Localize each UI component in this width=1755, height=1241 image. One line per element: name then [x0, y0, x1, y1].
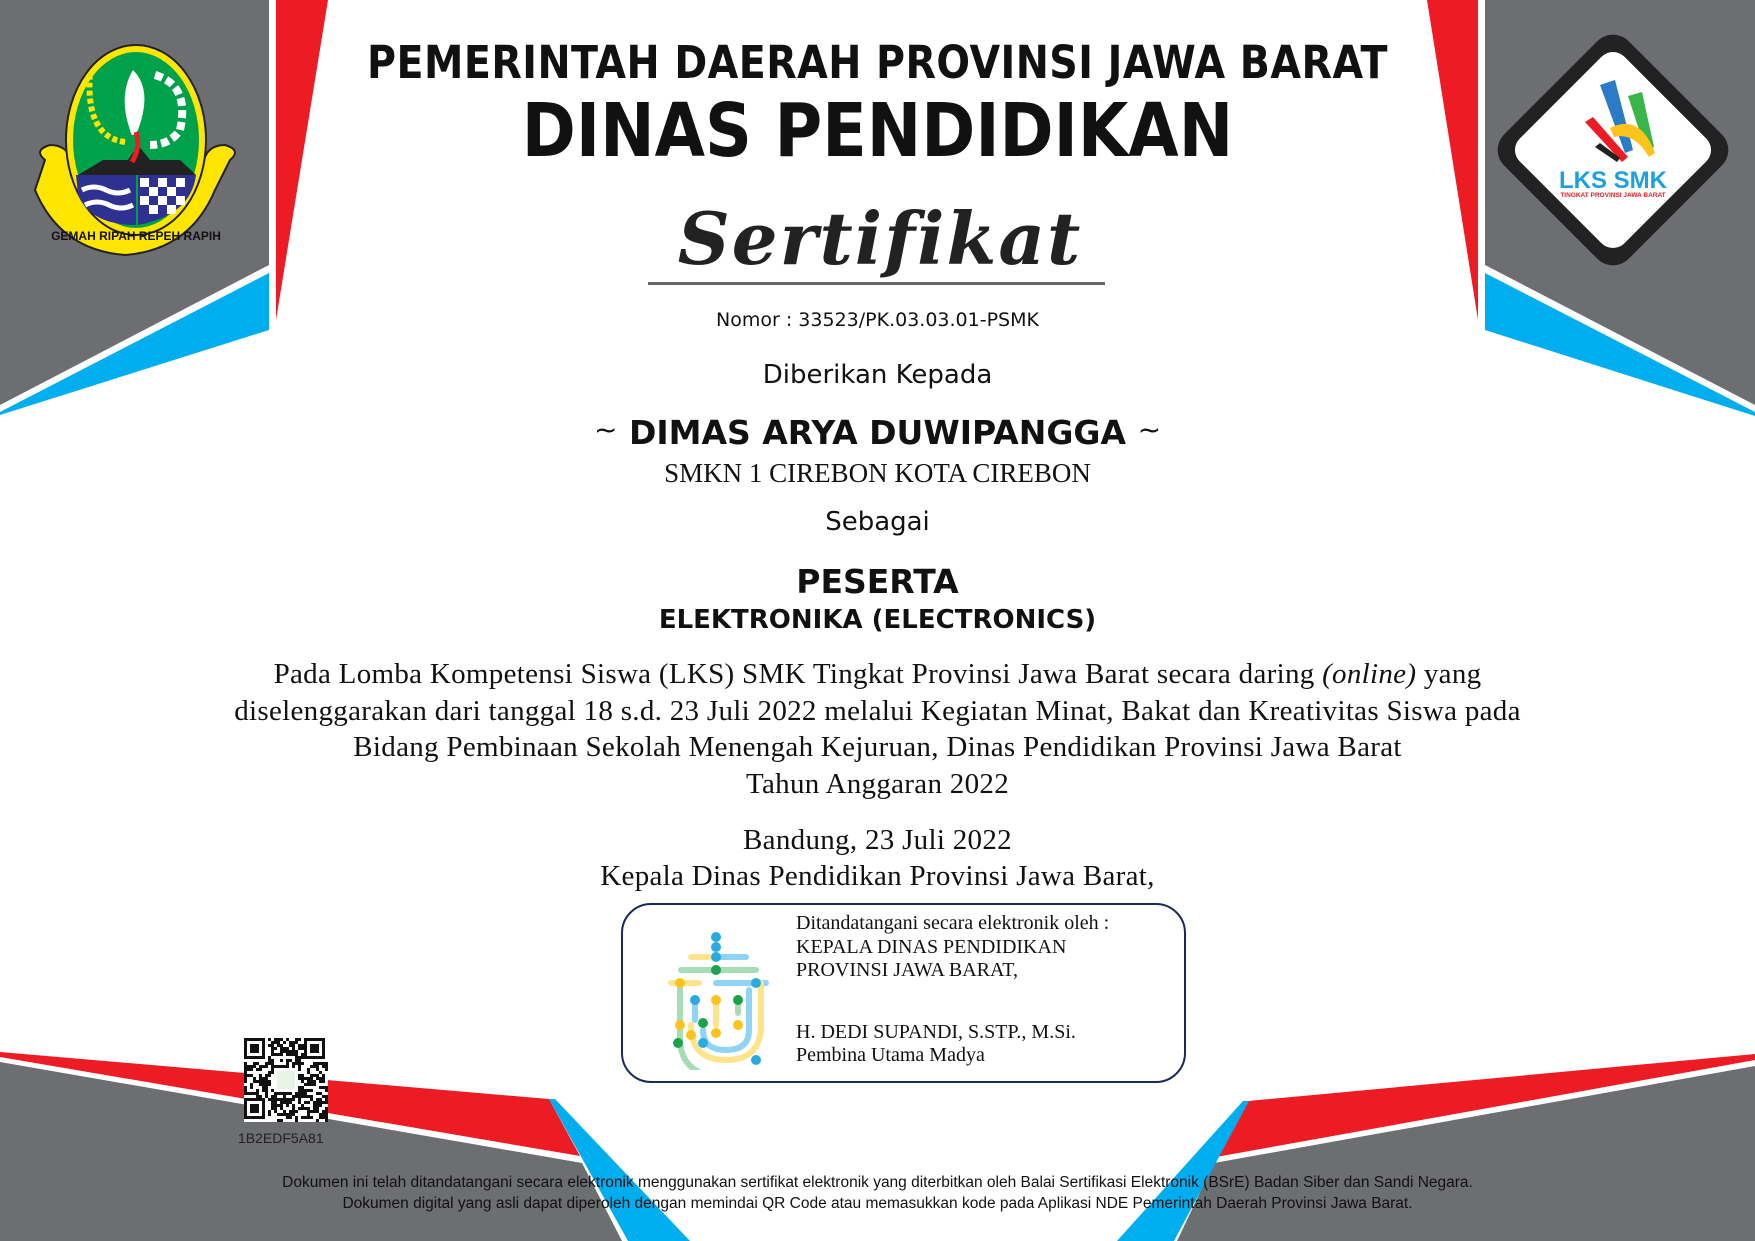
- school-name: SMKN 1 CIREBON KOTA CIREBON: [664, 458, 1091, 488]
- description-italic: (online): [1322, 658, 1417, 690]
- title-underline: [648, 282, 1105, 285]
- recipient-name: DIMAS ARYA DUWIPANGGA: [628, 413, 1127, 452]
- signer-rank: Pembina Utama Madya: [796, 1044, 985, 1066]
- description-line-3: Bidang Pembinaan Sekolah Menengah Kejuruan, Dinas Pendidikan Provinsi Jawa Barat: [353, 731, 1402, 763]
- bsre-signature-logo-icon: [661, 925, 771, 1070]
- competition-field: ELEKTRONIKA (ELECTRONICS): [658, 605, 1097, 635]
- electronic-signature-box: [621, 903, 1186, 1083]
- as-label: Sebagai: [825, 507, 930, 537]
- signed-electronically-label: Ditandatangani secara elektronik oleh :: [796, 912, 1110, 934]
- description-text: Pada Lomba Kompetensi Siswa (LKS) SMK Tingkat Provinsi Jawa Barat secara daring: [273, 658, 1323, 690]
- description-line-1: [0, 658, 1755, 691]
- given-to-label: Diberikan Kepada: [762, 360, 993, 390]
- certificate-number: Nomor : 33523/PK.03.03.01-PSMK: [716, 309, 1039, 331]
- description-text: yang: [1416, 658, 1482, 690]
- lks-smk-title: LKS SMK: [1559, 167, 1667, 194]
- government-header: PEMERINTAH DAERAH PROVINSI JAWA BARAT: [367, 36, 1388, 89]
- tilde-left: ~: [593, 413, 618, 446]
- footer-disclaimer-line-2: Dokumen digital yang asli dapat diperoleh dengan memindai QR Code atau memasukkan kode pada Aplikasi NDE Pemerintah Daerah Provinsi Jawa Barat.: [342, 1195, 1413, 1212]
- tilde-right: ~: [1137, 413, 1162, 446]
- signer-office-line-1: KEPALA DINAS PENDIDIKAN: [796, 936, 1067, 958]
- verification-code: 1B2EDF5A81: [238, 1130, 324, 1146]
- role: PESERTA: [796, 562, 959, 601]
- signer-office-line-2: PROVINSI JAWA BARAT,: [796, 959, 1018, 981]
- recipient-name-line: [0, 413, 1755, 452]
- footer-disclaimer-line-1: Dokumen ini telah ditandatangani secara elektronik menggunakan sertifikat elektronik yang diterbitkan oleh Balai Sertifikasi Elektronik (BSrE) Badan Siber dan Sandi Negara.: [282, 1174, 1473, 1191]
- certificate-title: Sertifikat: [677, 196, 1083, 281]
- signer-position: Kepala Dinas Pendidikan Provinsi Jawa Barat,: [600, 860, 1155, 892]
- signer-name: H. DEDI SUPANDI, S.STP., M.Si.: [796, 1021, 1076, 1043]
- verification-qr-code[interactable]: [244, 1038, 328, 1122]
- description-line-4: Tahun Anggaran 2022: [745, 768, 1009, 800]
- lks-smk-subtitle: TINGKAT PROVINSI JAWA BARAT: [1560, 192, 1666, 199]
- description-line-2: diselenggarakan dari tanggal 18 s.d. 23 Juli 2022 melalui Kegiatan Minat, Bakat dan Kreativitas Siswa pada: [234, 695, 1521, 727]
- emblem-motto-text: GEMAH RIPAH REPEH RAPIH: [51, 229, 221, 243]
- place-date: Bandung, 23 Juli 2022: [743, 824, 1012, 856]
- agency-title: DINAS PENDIDIKAN: [521, 88, 1234, 174]
